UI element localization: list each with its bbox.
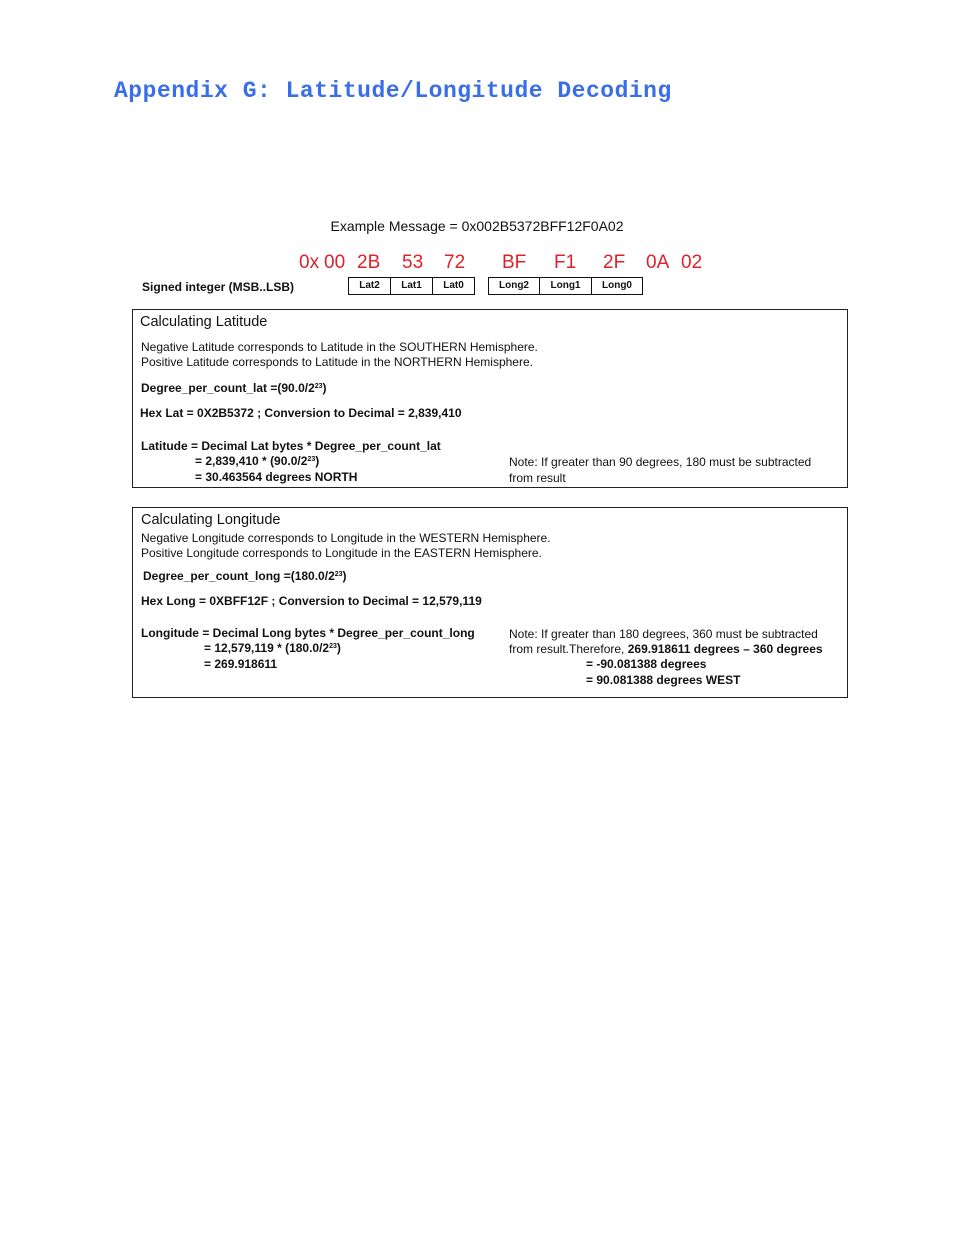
longitude-subtract-note: Note: If greater than 180 degrees, 360 must be subtracted <box>509 627 818 641</box>
lat-cell: Lat2 <box>348 277 391 295</box>
long-cell: Long2 <box>488 277 540 295</box>
longitude-west-note: Negative Longitude corresponds to Longitude in the WESTERN Hemisphere. <box>141 531 551 545</box>
longitude-west-result: = 90.081388 degrees WEST <box>586 673 741 687</box>
longitude-heading: Calculating Longitude <box>141 512 281 528</box>
hex-long-line: Hex Long = 0XBFF12F ; Conversion to Decimal = 12,579,119 <box>141 594 482 608</box>
latitude-formula: Latitude = Decimal Lat bytes * Degree_per_count_lat <box>141 439 441 453</box>
longitude-box <box>132 507 848 698</box>
degree-per-count-long: Degree_per_count_long $=(180.0/2^{23})$ <box>143 569 347 583</box>
latitude-calc: = $2,839,410 * (90.0/2^{23})$ <box>195 454 320 468</box>
signed-integer-label: Signed integer (MSB..LSB) <box>142 280 295 294</box>
hex-byte: 00 <box>324 252 346 273</box>
longitude-calc: = $12,579,119 * (180.0/2^{23})$ <box>204 641 341 655</box>
hex-lat-line: Hex Lat = 0X2B5372 ; Conversion to Decimal = 2,839,410 <box>140 406 462 420</box>
hex-byte: 0A <box>646 252 670 273</box>
page-title: Appendix G: Latitude/Longitude Decoding <box>114 78 672 104</box>
long-cell: Long1 <box>540 277 592 295</box>
latitude-subtract-note: Note: If greater than 90 degrees, 180 must be subtracted <box>509 455 812 469</box>
latitude-result: = 30.463564 degrees NORTH <box>195 470 358 484</box>
degree-per-count-lat: Degree_per_count_lat $=(90.0/2^{23})$ <box>141 381 327 395</box>
latitude-subtract-note-2: from result <box>509 471 566 485</box>
hex-byte: 2B <box>357 252 381 273</box>
hex-byte: BF <box>502 252 527 273</box>
hex-byte: F1 <box>554 252 577 273</box>
long-byte-cells <box>488 277 643 295</box>
lat-cell: Lat0 <box>433 277 475 295</box>
long-cell: Long0 <box>592 277 643 295</box>
hex-byte: 72 <box>444 252 466 273</box>
lat-byte-cells <box>348 277 475 295</box>
longitude-result: = 269.918611 <box>204 657 278 671</box>
lat-cell: Lat1 <box>391 277 433 295</box>
latitude-heading: Calculating Latitude <box>140 314 268 330</box>
hex-byte: 53 <box>402 252 424 273</box>
latitude-north-note: Positive Latitude corresponds to Latitude in the NORTHERN Hemisphere. <box>141 355 533 369</box>
example-message: Example Message = 0x002B5372BFF12F0A02 <box>330 218 624 234</box>
longitude-east-note: Positive Longitude corresponds to Longitude in the EASTERN Hemisphere. <box>141 546 542 560</box>
hex-byte: 02 <box>681 252 703 273</box>
latitude-box <box>132 309 848 488</box>
hex-prefix: 0x <box>299 252 320 273</box>
longitude-negative-result: = -90.081388 degrees <box>586 657 707 671</box>
hex-byte: 2F <box>603 252 626 273</box>
longitude-subtract-note-2: from result.Therefore, 269.918611 degrees – 360 degrees <box>509 642 823 656</box>
longitude-formula: Longitude = Decimal Long bytes * Degree_per_count_long <box>141 626 475 640</box>
latitude-south-note: Negative Latitude corresponds to Latitude in the SOUTHERN Hemisphere. <box>141 340 538 354</box>
